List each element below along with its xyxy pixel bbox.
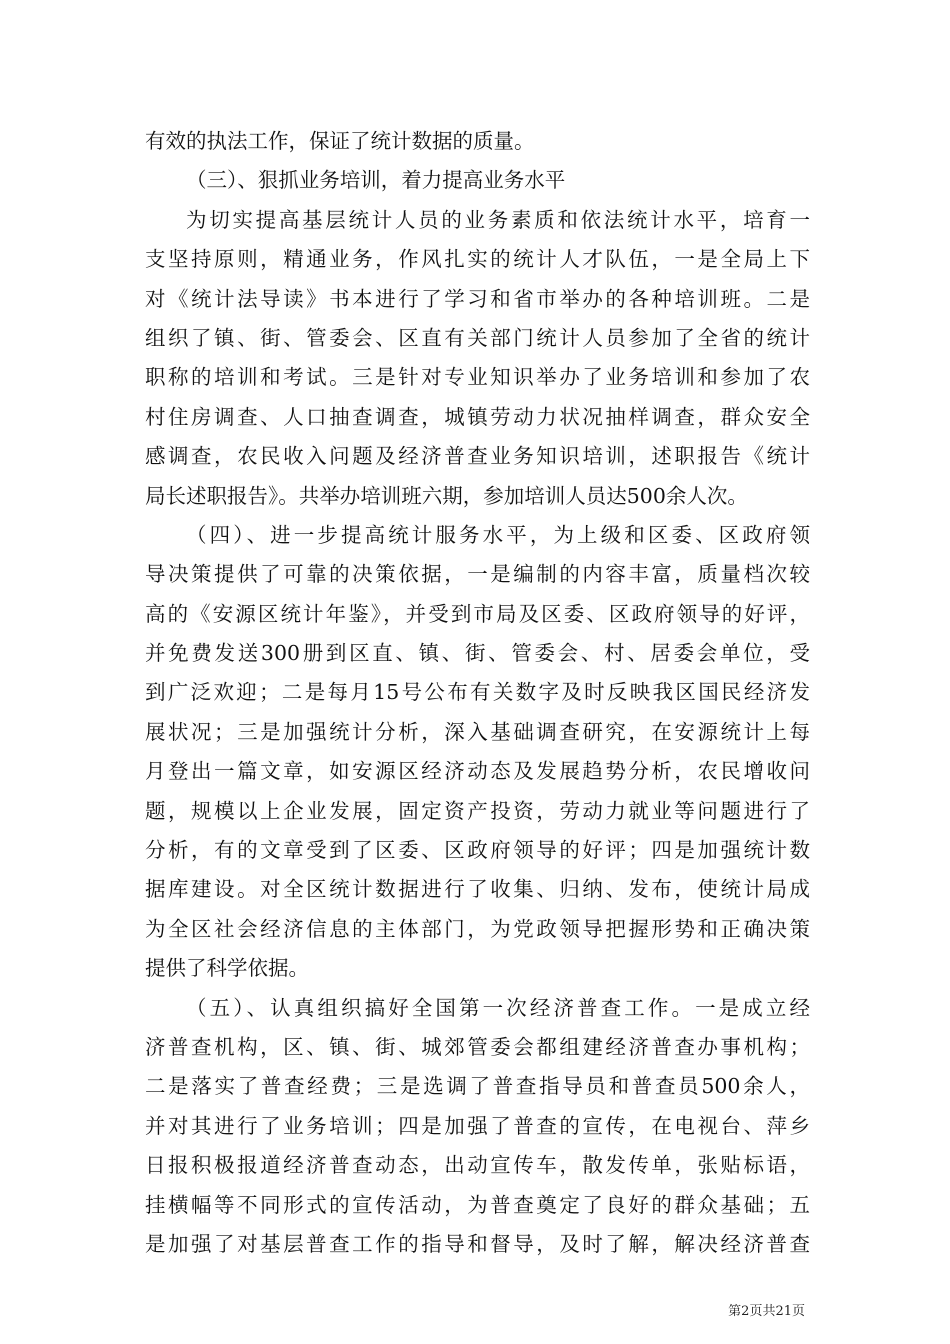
text-line: 对《统计法导读》书本进行了学习和省市举办的各种培训班。二是	[145, 286, 810, 311]
text-line: 到广泛欢迎；二是每月15号公布有关数字及时反映我区国民经济发	[145, 680, 810, 705]
section-heading: （三）、狠抓业务培训，着力提高业务水平	[186, 168, 566, 193]
text-line: 提供了科学依据。	[145, 956, 309, 981]
text-line: 展状况；三是加强统计分析，深入基础调查研究，在安源统计上每	[145, 719, 810, 744]
text-line: 支坚持原则，精通业务，作风扎实的统计人才队伍，一是全局上下	[145, 247, 810, 272]
text-line: 挂横幅等不同形式的宣传活动，为普查奠定了良好的群众基础；五	[145, 1192, 810, 1217]
page-number: 第2页共21页	[728, 1304, 805, 1319]
section-heading: （五）、认真组织搞好全国第一次经济普查工作。一是成立经	[186, 995, 810, 1020]
body-text	[145, 122, 810, 1264]
text-line: 职称的培训和考试。三是针对专业知识举办了业务培训和参加了农	[145, 365, 810, 390]
text-line: 并免费发送300册到区直、镇、街、管委会、村、居委会单位，受	[145, 641, 810, 666]
text-line: 感调查，农民收入问题及经济普查业务知识培训，述职报告《统计	[145, 444, 810, 469]
text-line: 为全区社会经济信息的主体部门，为党政领导把握形势和正确决策	[145, 916, 810, 941]
text-line: 日报积极报道经济普查动态，出动宣传车，散发传单，张贴标语，	[145, 1153, 810, 1178]
text-line: 为切实提高基层统计人员的业务素质和依法统计水平，培育一	[186, 207, 810, 232]
text-line: 二是落实了普查经费；三是选调了普查指导员和普查员500余人，	[145, 1074, 810, 1099]
text-line: 导决策提供了可靠的决策依据，一是编制的内容丰富，质量档次较	[145, 562, 810, 587]
text-line: 题，规模以上企业发展，固定资产投资，劳动力就业等问题进行了	[145, 798, 810, 823]
section-heading: （四）、进一步提高统计服务水平，为上级和区委、区政府领	[186, 522, 810, 547]
text-line: 局长述职报告》。共举办培训班六期，参加培训人员达500余人次。	[145, 483, 748, 508]
text-line: 济普查机构，区、镇、街、城郊管委会都组建经济普查办事机构；	[145, 1034, 810, 1059]
text-line: 并对其进行了业务培训；四是加强了普查的宣传，在电视台、萍乡	[145, 1113, 810, 1138]
text-line: 月登出一篇文章，如安源区经济动态及发展趋势分析，农民增收问	[145, 759, 810, 784]
text-line: 据库建设。对全区统计数据进行了收集、归纳、发布，使统计局成	[145, 877, 810, 902]
text-line: 组织了镇、街、管委会、区直有关部门统计人员参加了全省的统计	[145, 325, 810, 350]
text-line: 分析，有的文章受到了区委、区政府领导的好评；四是加强统计数	[145, 838, 810, 863]
text-line: 高的《安源区统计年鉴》，并受到市局及区委、区政府领导的好评，	[145, 601, 810, 626]
text-line: 是加强了对基层普查工作的指导和督导，及时了解，解决经济普查	[145, 1231, 810, 1256]
text-line: 有效的执法工作，保证了统计数据的质量。	[145, 129, 535, 153]
text-line: 村住房调查、人口抽查调查，城镇劳动力状况抽样调查，群众安全	[145, 404, 810, 429]
